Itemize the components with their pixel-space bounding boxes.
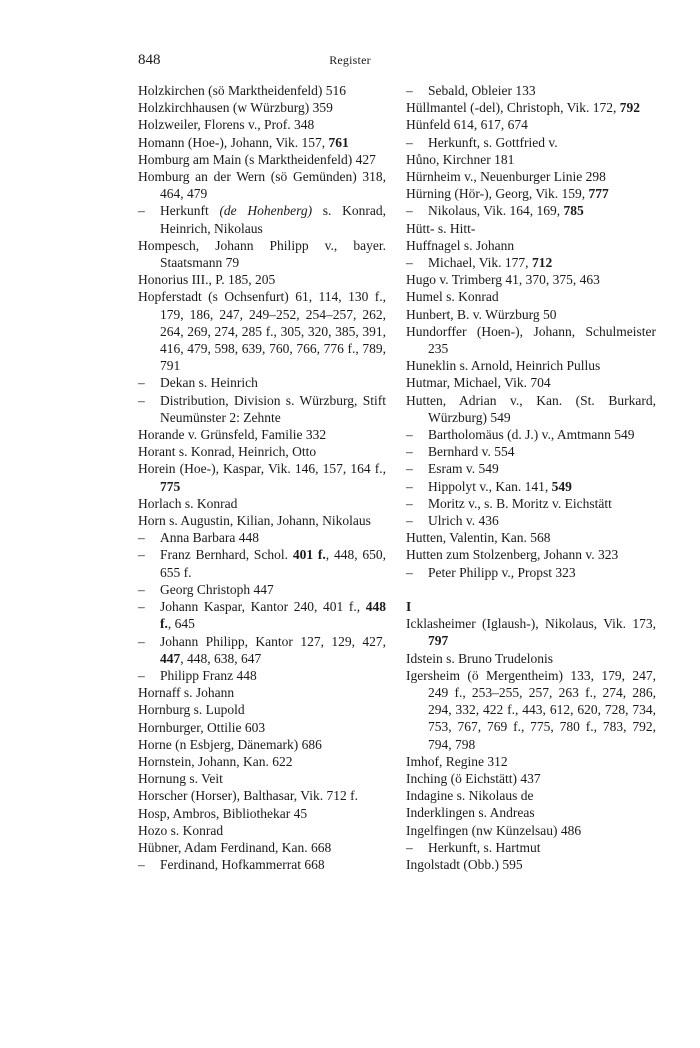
- entry-text: Georg Christoph 447: [160, 581, 274, 597]
- index-entry: [406, 615, 656, 649]
- entry-text: Nikolaus, Vik. 164, 169,: [428, 203, 564, 219]
- entry-main-ref: 712: [531, 255, 553, 271]
- index-subentry: [406, 202, 656, 219]
- subentry-dash: –: [406, 427, 413, 443]
- entry-text: Peter Philipp v., Propst 323: [428, 564, 576, 580]
- entry-text: Hutmar, Michael, Vik. 704: [406, 375, 551, 391]
- index-entry: [406, 392, 656, 426]
- entry-text: Inching (ö Eichstätt) 437: [406, 770, 541, 786]
- index-subentry: [406, 495, 656, 512]
- entry-text: Horant s. Konrad, Heinrich, Otto: [138, 444, 317, 460]
- index-entry: [138, 443, 386, 460]
- entry-main-ref: 448 f.: [160, 599, 386, 632]
- entry-text: Herkunft: [160, 203, 220, 219]
- subentry-dash: –: [138, 530, 145, 546]
- subentry-dash: –: [138, 392, 145, 408]
- entry-text: Moritz v., s. B. Moritz v. Eichstätt: [428, 495, 612, 511]
- index-entry: [406, 804, 656, 821]
- entry-text: Horn s. Augustin, Kilian, Johann, Nikolaus: [138, 513, 371, 529]
- index-entry: [138, 237, 386, 271]
- index-entry: [138, 684, 386, 701]
- index-subentry: [406, 82, 656, 99]
- entry-text: Icklasheimer (Iglaush-), Nikolaus, Vik. 173,: [406, 616, 656, 632]
- index-entry: [406, 306, 656, 323]
- index-subentry: [406, 443, 656, 460]
- index-subentry: [138, 546, 386, 580]
- index-entry: [406, 753, 656, 770]
- index-subentry: [138, 374, 386, 391]
- entry-text: Horlach s. Konrad: [138, 495, 238, 511]
- index-column-left: [138, 82, 386, 873]
- entry-text: Hutten, Adrian v., Kan. (St. Burkard, Würzburg) 549: [406, 392, 656, 425]
- index-entry: [406, 856, 656, 873]
- index-entry: [406, 546, 656, 563]
- entry-text: Distribution, Division s. Würzburg, Stift Neumünster 2: Zehnte: [160, 392, 386, 425]
- index-subentry: [138, 581, 386, 598]
- index-subentry: [138, 202, 386, 236]
- index-entry: [138, 701, 386, 718]
- subentry-dash: –: [138, 667, 145, 683]
- entry-text: Holzkirchhausen (w Würzburg) 359: [138, 100, 333, 116]
- entry-text: Esram v. 549: [428, 461, 499, 477]
- index-entry: [406, 151, 656, 168]
- entry-text: Huneklin s. Arnold, Heinrich Pullus: [406, 358, 601, 374]
- entry-text: Indagine s. Nikolaus de: [406, 788, 534, 804]
- index-subentry: [406, 460, 656, 477]
- subentry-dash: –: [406, 444, 413, 460]
- entry-text: Philipp Franz 448: [160, 667, 257, 683]
- entry-main-ref: 775: [160, 478, 181, 494]
- entry-text: Hundorffer (Hoen-), Johann, Schulmeister 235: [406, 323, 656, 357]
- entry-text: Herkunft, s. Gottfried v.: [428, 134, 558, 150]
- entry-text: Hübner, Adam Ferdinand, Kan. 668: [138, 839, 332, 855]
- entry-text: Johann Philipp, Kantor 127, 129, 427,: [160, 633, 386, 649]
- entry-text: Holzweiler, Florens v., Prof. 348: [138, 117, 315, 133]
- entry-text: Horande v. Grünsfeld, Familie 332: [138, 427, 327, 443]
- entry-text: Hütt- s. Hitt-: [406, 220, 476, 236]
- index-entry: [138, 426, 386, 443]
- entry-text: , 448, 650, 655 f.: [160, 547, 386, 580]
- index-subentry: [138, 633, 386, 667]
- index-entry: [138, 805, 386, 822]
- entry-text: Honorius III., P. 185, 205: [138, 272, 276, 288]
- subentry-dash: –: [138, 581, 145, 597]
- entry-text: Hosp, Ambros, Bibliothekar 45: [138, 805, 308, 821]
- entry-text: Ingelfingen (nw Künzelsau) 486: [406, 822, 582, 838]
- index-entry: [138, 787, 386, 804]
- index-entry: [406, 374, 656, 391]
- entry-text: Imhof, Regine 312: [406, 753, 508, 769]
- index-subentry: [138, 667, 386, 684]
- entry-text: Holzkirchen (sö Marktheidenfeld) 516: [138, 83, 347, 98]
- index-entry: [138, 822, 386, 839]
- entry-main-ref: 797: [428, 633, 449, 649]
- entry-text: Homann (Hoe-), Johann, Vik. 157,: [138, 134, 329, 150]
- index-subentry: [406, 564, 656, 581]
- entry-text: Hopferstadt (s Ochsenfurt) 61, 114, 130 f., 179, 186, 247, 249–252, 254–257, 262, 264, 269, 274, 285 f., 305, 320, 385, 391, 416, 479, 598, 639, 760, 766, 776 f., 789, 791: [138, 289, 386, 374]
- entry-text: Hugo v. Trimberg 41, 370, 375, 463: [406, 272, 600, 288]
- subentry-dash: –: [406, 564, 413, 580]
- entry-text: , 645: [167, 616, 195, 632]
- entry-text: Inderklingen s. Andreas: [406, 805, 535, 821]
- page-number: 848: [138, 52, 161, 68]
- entry-text: (de Hohenberg): [219, 203, 313, 219]
- entry-text: Dekan s. Heinrich: [160, 375, 258, 391]
- entry-text: Hunbert, B. v. Würzburg 50: [406, 306, 557, 322]
- entry-text: s. Konrad, Heinrich, Nikolaus: [160, 203, 386, 236]
- entry-main-ref: 549: [551, 478, 572, 494]
- entry-text: Franz Bernhard, Schol.: [160, 547, 293, 563]
- entry-text: Horscher (Horser), Balthasar, Vik. 712 f.: [138, 788, 358, 804]
- index-entry: [138, 753, 386, 770]
- entry-text: Huffnagel s. Johann: [406, 237, 515, 253]
- entry-text: Hünfeld 614, 617, 674: [406, 117, 528, 133]
- subentry-dash: –: [138, 599, 145, 615]
- entry-text: Hornstein, Johann, Kan. 622: [138, 753, 293, 769]
- index-entry: [406, 288, 656, 305]
- subentry-dash: –: [138, 547, 145, 563]
- index-subentry: [406, 426, 656, 443]
- index-entry: [406, 220, 656, 237]
- index-subentry: [406, 134, 656, 151]
- entry-main-ref: 792: [619, 100, 641, 116]
- entry-text: Hornburger, Ottilie 603: [138, 719, 266, 735]
- index-subentry: [138, 598, 386, 632]
- subentry-dash: –: [138, 203, 145, 219]
- index-entry: [138, 288, 386, 374]
- index-subentry: [406, 839, 656, 856]
- entry-text: Horne (n Esbjerg, Dänemark) 686: [138, 736, 322, 752]
- entry-main-ref: 761: [328, 134, 349, 150]
- index-subentry: [138, 856, 386, 873]
- index-entry: [406, 99, 656, 116]
- subentry-dash: –: [138, 857, 145, 873]
- entry-text: Hornung s. Veit: [138, 771, 223, 787]
- subentry-dash: –: [138, 375, 145, 391]
- entry-text: Bernhard v. 554: [428, 444, 515, 460]
- entry-text: Ferdinand, Hofkammerrat 668: [160, 857, 325, 873]
- index-entry: [138, 168, 386, 202]
- index-subentry: [138, 529, 386, 546]
- subentry-dash: –: [406, 255, 413, 271]
- entry-text: Humel s. Konrad: [406, 289, 499, 305]
- index-entry: [406, 357, 656, 374]
- entry-text: Hutten zum Stolzenberg, Johann v. 323: [406, 547, 619, 563]
- entry-text: Anna Barbara 448: [160, 530, 259, 546]
- index-entry: [138, 719, 386, 736]
- entry-text: Idstein s. Bruno Trudelonis: [406, 650, 554, 666]
- index-entry: [138, 271, 386, 288]
- index-entry: [138, 495, 386, 512]
- entry-main-ref: 447: [160, 650, 181, 666]
- entry-text: Hompesch, Johann Philipp v., bayer. Staatsmann 79: [138, 237, 386, 271]
- index-entry: [138, 839, 386, 856]
- subentry-dash: –: [406, 83, 413, 98]
- index-entry: [406, 667, 656, 753]
- index-entry: [138, 460, 386, 494]
- index-subentry: [406, 512, 656, 529]
- entry-text: Hozo s. Konrad: [138, 822, 224, 838]
- index-entry: [138, 512, 386, 529]
- entry-text: Herkunft, s. Hartmut: [428, 839, 541, 855]
- entry-text: Sebald, Obleier 133: [428, 83, 536, 98]
- entry-text: Hornaff s. Johann: [138, 685, 235, 701]
- index-subentry: [406, 478, 656, 495]
- entry-text: Bartholomäus (d. J.) v., Amtmann 549: [428, 427, 635, 443]
- entry-text: Ulrich v. 436: [428, 513, 499, 529]
- index-entry: [406, 185, 656, 202]
- entry-text: Homburg am Main (s Marktheidenfeld) 427: [138, 151, 376, 167]
- subentry-dash: –: [138, 633, 145, 649]
- index-column-right: [406, 82, 656, 873]
- entry-text: Horein (Hoe-), Kaspar, Vik. 146, 157, 164 f.,: [138, 461, 386, 477]
- entry-text: Michael, Vik. 177,: [428, 255, 532, 271]
- index-entry: [406, 116, 656, 133]
- entry-text: Hutten, Valentin, Kan. 568: [406, 530, 551, 546]
- entry-text: Ingolstadt (Obb.) 595: [406, 856, 523, 872]
- index-entry: [138, 770, 386, 787]
- subentry-dash: –: [406, 134, 413, 150]
- entry-text: Hüllmantel (-del), Christoph, Vik. 172,: [406, 100, 620, 116]
- index-entry: [138, 116, 386, 133]
- entry-text: Johann Kaspar, Kantor 240, 401 f.,: [160, 599, 366, 615]
- entry-text: Igersheim (ö Mergentheim) 133, 179, 247, 249 f., 253–255, 257, 263 f., 274, 286, 294, 332, 422 f., 443, 612, 620, 728, 734, 753, 767, 769 f., 775, 780 f., 783, 792, 794, 798: [406, 667, 656, 752]
- index-entry: [406, 787, 656, 804]
- index-entry: [406, 237, 656, 254]
- entry-main-ref: 785: [563, 203, 584, 219]
- index-entry: [138, 82, 386, 99]
- index-entry: [406, 529, 656, 546]
- entry-text: Hürning (Hör-), Georg, Vik. 159,: [406, 186, 589, 202]
- entry-text: , 448, 638, 647: [180, 650, 262, 666]
- entry-main-ref: 401 f.: [292, 547, 326, 563]
- index-entry: [406, 323, 656, 357]
- entry-text: Hůno, Kirchner 181: [406, 151, 515, 167]
- index-entry: [138, 134, 386, 151]
- index-subentry: [406, 254, 656, 271]
- entry-text: Hürnheim v., Neuenburger Linie 298: [406, 169, 606, 185]
- entry-text: Hippolyt v., Kan. 141,: [428, 478, 552, 494]
- subentry-dash: –: [406, 461, 413, 477]
- index-entry: [406, 822, 656, 839]
- subentry-dash: –: [406, 203, 413, 219]
- index-entry: [406, 271, 656, 288]
- index-entry: [406, 770, 656, 787]
- subentry-dash: –: [406, 513, 413, 529]
- subentry-dash: –: [406, 495, 413, 511]
- index-subentry: [138, 392, 386, 426]
- running-title: Register: [329, 53, 371, 67]
- entry-main-ref: 777: [588, 186, 609, 202]
- section-letter-i: I: [406, 598, 412, 614]
- subentry-dash: –: [406, 478, 413, 494]
- index-entry: [138, 99, 386, 116]
- entry-text: Homburg an der Wern (sö Gemünden) 318, 464, 479: [138, 169, 386, 202]
- index-entry: [138, 736, 386, 753]
- entry-text: Hornburg s. Lupold: [138, 702, 245, 718]
- index-entry: [406, 168, 656, 185]
- index-entry: [138, 151, 386, 168]
- subentry-dash: –: [406, 839, 413, 855]
- index-entry: [406, 650, 656, 667]
